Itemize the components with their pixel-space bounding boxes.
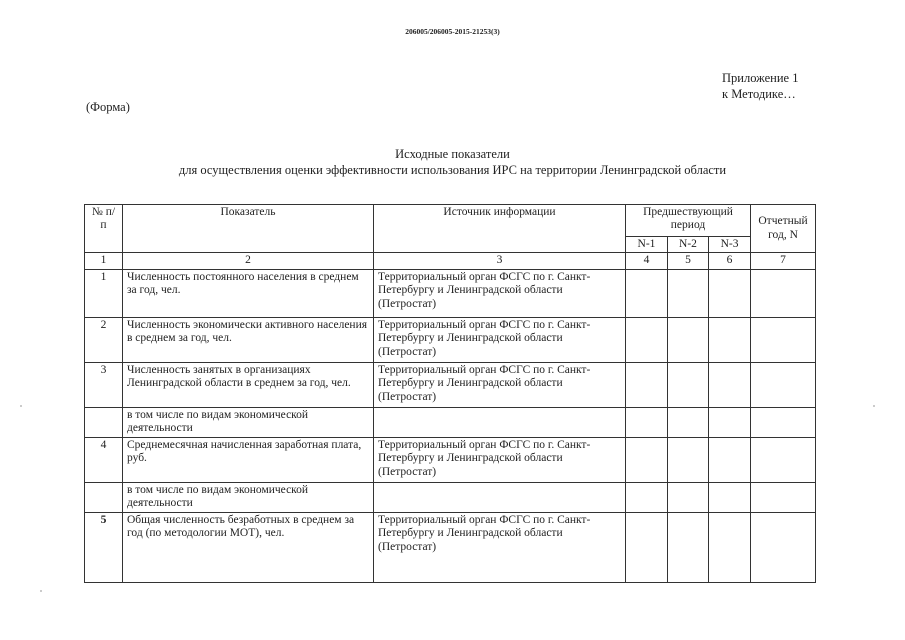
value-cell: [751, 362, 816, 407]
row-num: 4: [85, 437, 123, 482]
table-row: [85, 269, 816, 317]
row-indicator: Общая численность безработных в среднем за год (по методологии МОТ), чел.: [123, 512, 374, 582]
indicators-table: [84, 204, 816, 583]
table-row: [85, 482, 816, 512]
form-label: (Форма): [86, 100, 130, 114]
col-number: 5: [668, 253, 709, 269]
row-indicator: в том числе по видам экономической деятельности: [123, 407, 374, 437]
value-cell: [709, 269, 751, 317]
row-source: Территориальный орган ФСГС по г. Санкт-Петербургу и Ленинградской области (Петростат): [374, 437, 626, 482]
row-source: [374, 407, 626, 437]
column-number-row: [85, 253, 816, 269]
value-cell: [668, 362, 709, 407]
row-source: Территориальный орган ФСГС по г. Санкт-Петербургу и Ленинградской области (Петростат): [374, 362, 626, 407]
document-id: 206005/206005-2015-21253(3): [405, 27, 500, 36]
value-cell: [668, 269, 709, 317]
value-cell: [751, 482, 816, 512]
value-cell: [668, 407, 709, 437]
header-previous-period: Предшествующий период: [626, 205, 751, 237]
col-number: 7: [751, 253, 816, 269]
col-number: 1: [85, 253, 123, 269]
col-number: 3: [374, 253, 626, 269]
value-cell: [751, 437, 816, 482]
page-title: [0, 146, 905, 178]
col-number: 2: [123, 253, 374, 269]
value-cell: [668, 317, 709, 362]
table-row: [85, 317, 816, 362]
header-n3: N-3: [709, 237, 751, 253]
scan-speck: [20, 405, 22, 407]
col-number: 4: [626, 253, 668, 269]
value-cell: [626, 482, 668, 512]
table-row: [85, 407, 816, 437]
header-report-year: Отчетный год, N: [751, 205, 816, 253]
row-indicator: Численность экономически активного населения в среднем за год, чел.: [123, 317, 374, 362]
value-cell: [709, 482, 751, 512]
header-indicator: Показатель: [123, 205, 374, 253]
row-num: [85, 482, 123, 512]
row-num: 1: [85, 269, 123, 317]
appendix-line-1: Приложение 1: [722, 71, 799, 85]
scan-speck: [40, 590, 42, 592]
value-cell: [626, 317, 668, 362]
table-row: [85, 362, 816, 407]
value-cell: [626, 269, 668, 317]
header-num: № п/п: [85, 205, 123, 253]
table-row: [85, 512, 816, 582]
row-num: [85, 407, 123, 437]
row-source: Территориальный орган ФСГС по г. Санкт-Петербургу и Ленинградской области (Петростат): [374, 269, 626, 317]
row-source: [374, 482, 626, 512]
row-source: Территориальный орган ФСГС по г. Санкт-Петербургу и Ленинградской области (Петростат): [374, 512, 626, 582]
title-line-2: для осуществления оценки эффективности использования ИРС на территории Ленинградской области: [178, 163, 727, 177]
value-cell: [751, 317, 816, 362]
row-source: Территориальный орган ФСГС по г. Санкт-Петербургу и Ленинградской области (Петростат): [374, 317, 626, 362]
value-cell: [626, 407, 668, 437]
header-source: Источник информации: [374, 205, 626, 253]
table-row: [85, 437, 816, 482]
header-n2: N-2: [668, 237, 709, 253]
scan-speck: [873, 405, 875, 407]
row-indicator: Численность постоянного населения в среднем за год, чел.: [123, 269, 374, 317]
title-line-1: Исходные показатели: [395, 147, 510, 161]
value-cell: [626, 437, 668, 482]
value-cell: [709, 317, 751, 362]
value-cell: [709, 437, 751, 482]
value-cell: [709, 362, 751, 407]
row-indicator: Численность занятых в организациях Ленинградской области в среднем за год, чел.: [123, 362, 374, 407]
value-cell: [626, 362, 668, 407]
value-cell: [751, 269, 816, 317]
value-cell: [668, 482, 709, 512]
value-cell: [751, 407, 816, 437]
header-n1: N-1: [626, 237, 668, 253]
row-num: 5: [85, 512, 123, 582]
row-num: 2: [85, 317, 123, 362]
value-cell: [626, 512, 668, 582]
row-num: 3: [85, 362, 123, 407]
col-number: 6: [709, 253, 751, 269]
appendix-line-2: к Методике…: [722, 87, 796, 101]
appendix-note: [722, 70, 798, 102]
row-indicator: в том числе по видам экономической деятельности: [123, 482, 374, 512]
value-cell: [709, 407, 751, 437]
value-cell: [751, 512, 816, 582]
row-indicator: Среднемесячная начисленная заработная плата, руб.: [123, 437, 374, 482]
value-cell: [668, 512, 709, 582]
value-cell: [668, 437, 709, 482]
value-cell: [709, 512, 751, 582]
